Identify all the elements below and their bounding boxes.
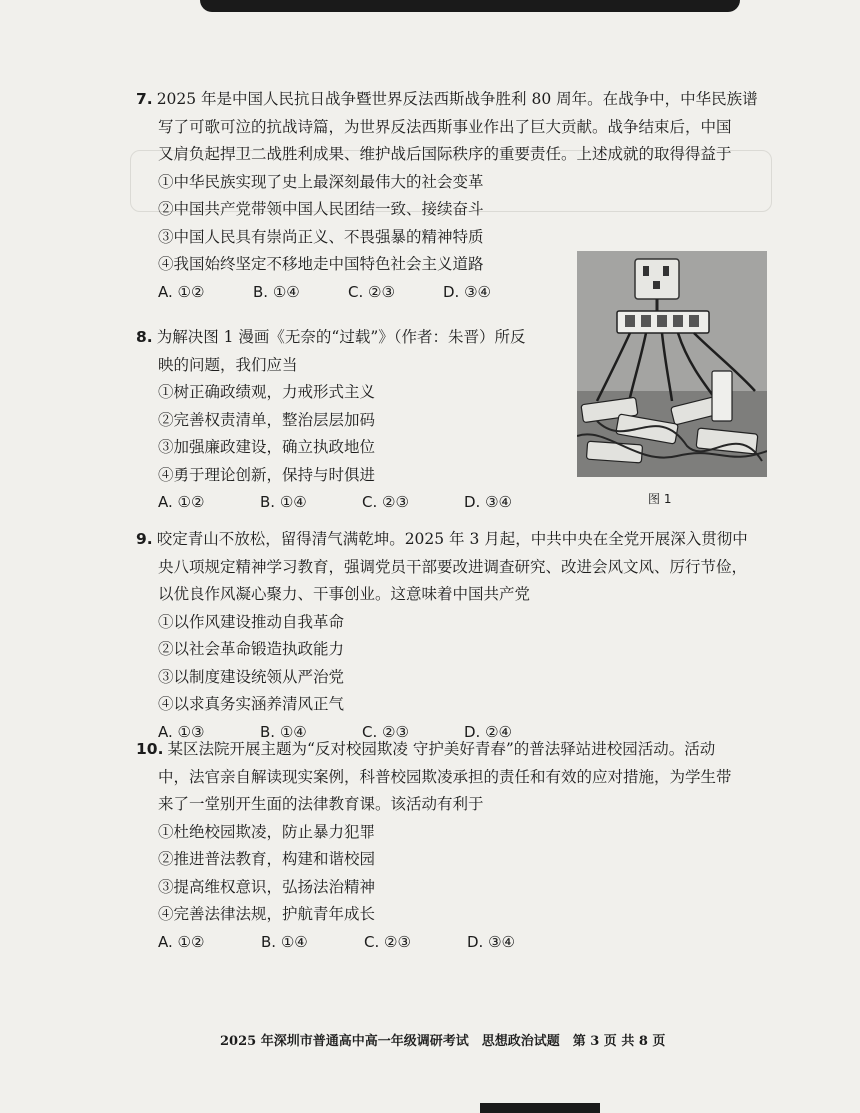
page-footer: 2025 年深圳市普通高中高一年级调研考试 思想政治试题 第 3 页 共 8 页 (220, 1034, 666, 1049)
question-8 (136, 324, 576, 517)
answer-c: C. ②③ (362, 493, 409, 511)
question-10-option-1: ①杜绝校园欺凌，防止暴力犯罪 (158, 822, 376, 841)
answer-d: D. ③④ (464, 493, 512, 511)
answer-a: A. ①② (158, 282, 205, 301)
cartoon-figure (577, 251, 767, 477)
question-9-option-1: ①以作风建设推动自我革命 (158, 612, 345, 631)
answer-d: D. ②④ (464, 722, 512, 741)
question-7-line-3: 又肩负起捍卫二战胜利成果、维护战后国际秩序的重要责任。上述成就的取得得益于 (158, 145, 732, 163)
question-9-line-2: 央八项规定精神学习教育，强调党员干部要改进调查研究、改进会风文风、厉行节俭， (158, 557, 748, 576)
answer-a: A. ①③ (158, 722, 205, 741)
question-7-line-2: 写了可歌可泣的抗战诗篇，为世界反法西斯事业作出了巨大贡献。战争结束后，中国 (158, 117, 732, 136)
question-8-answers (136, 489, 576, 517)
question-9-line-1: 9. 咬定青山不放松，留得清气满乾坤。2025 年 3 月起，中共中央在全党开展深入贯彻中 (136, 530, 748, 548)
question-7-option-2: ②中国共产党带领中国人民团结一致、接续奋斗 (158, 200, 484, 218)
question-10-option-4: ④完善法律法规，护航青年成长 (158, 905, 376, 923)
question-9-option-2: ②以社会革命锻造执政能力 (158, 640, 345, 658)
question-8-option-3: ③加强廉政建设，确立执政地位 (158, 438, 376, 456)
question-8-line-2: 映的问题，我们应当 (158, 355, 298, 374)
question-9-number: 9. (136, 530, 153, 548)
question-7-line-1: 7. 2025 年是中国人民抗日战争暨世界反法西斯战争胜利 80 周年。在战争中，中华民族谱 (136, 90, 758, 108)
answer-c: C. ②③ (362, 722, 409, 741)
question-10-answers (136, 929, 776, 957)
question-10-option-3: ③提高维权意识，弘扬法治精神 (158, 877, 376, 896)
question-7-option-1: ①中华民族实现了史上最深刻最伟大的社会变革 (158, 172, 484, 191)
answer-b: B. ①④ (261, 932, 308, 951)
question-10-number: 10. (136, 740, 164, 758)
question-8-option-2: ②完善权责清单，整治层层加码 (158, 410, 376, 429)
answer-a: A. ①② (158, 932, 205, 951)
question-7-option-3: ③中国人民具有崇尚正义、不畏强暴的精神特质 (158, 227, 484, 246)
figure-caption: 图 1 (648, 492, 672, 506)
answer-d: D. ③④ (443, 282, 491, 301)
question-7-option-4: ④我国始终坚定不移地走中国特色社会主义道路 (158, 255, 484, 273)
answer-b: B. ①④ (260, 722, 307, 741)
answer-c: C. ②③ (348, 282, 395, 301)
question-8-line-1: 8. 为解决图 1 漫画《无奈的“过载”》（作者：朱晋）所反 (136, 328, 526, 346)
question-10-line-3: 来了一堂别开生面的法律教育课。该活动有利于 (158, 795, 484, 813)
answer-c: C. ②③ (364, 932, 411, 951)
question-8-option-1: ①树正确政绩观，力戒形式主义 (158, 383, 376, 401)
question-9-option-4: ④以求真务实涵养清风正气 (158, 695, 345, 713)
answer-b: B. ①④ (253, 282, 300, 301)
question-10 (136, 736, 776, 956)
question-10-line-2: 中，法官亲自解读现实案例，科普校园欺凌承担的责任和有效的应对措施，为学生带 (158, 767, 732, 786)
scan-shadow-top (200, 0, 740, 12)
question-8-number: 8. (136, 328, 153, 346)
question-9 (136, 526, 776, 746)
scan-shadow-bottom (480, 1103, 600, 1113)
question-9-line-3: 以优良作风凝心聚力、干事创业。这意味着中国共产党 (158, 585, 531, 603)
question-8-option-4: ④勇于理论创新，保持与时俱进 (158, 465, 376, 484)
answer-b: B. ①④ (260, 493, 307, 511)
question-7-number: 7. (136, 90, 153, 108)
answer-a: A. ①② (158, 493, 205, 511)
question-10-option-2: ②推进普法教育，构建和谐校园 (158, 850, 376, 868)
answer-d: D. ③④ (467, 932, 515, 951)
overloaded-socket-cartoon (577, 251, 767, 477)
question-9-option-3: ③以制度建设统领从严治党 (158, 667, 345, 686)
question-10-line-1: 10. 某区法院开展主题为“反对校园欺凌 守护美好青春”的普法驿站进校园活动。活动 (136, 740, 716, 758)
